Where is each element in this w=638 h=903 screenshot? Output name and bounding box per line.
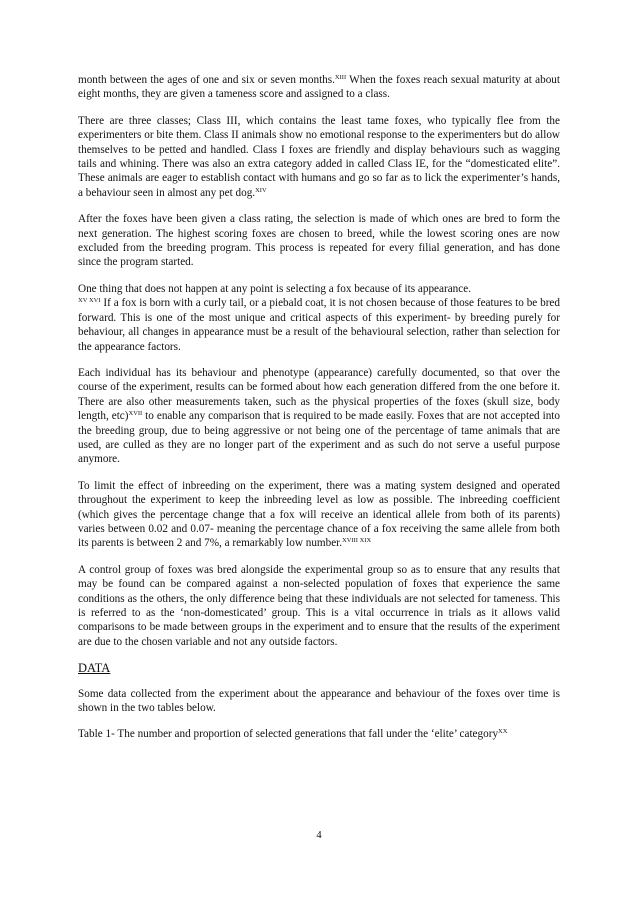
footnote-ref: XIII bbox=[334, 74, 347, 81]
footnote-ref: XVIII XIX bbox=[342, 537, 372, 545]
footnote-ref: XV XVI bbox=[78, 297, 101, 305]
section-heading-data: DATA bbox=[78, 661, 111, 676]
paragraph-control-group: A control group of foxes was bred alongside the experimental group so as to ensure that any results that may be found can be compared against a non-selected population of foxes that experience the same conditions as the others, the only difference being that these individuals are not selected for tameness. This is referred to as the ‘non-domesticated’ group. This is a vital occurrence in trials as it allows valid comparisons to be made between groups in the experiment and to ensure that the results of the experiment are due to the chosen variable and not any outside factors. bbox=[78, 563, 560, 648]
page-number: 4 bbox=[316, 830, 322, 841]
footnote-ref: XVII bbox=[128, 410, 143, 418]
paragraph-data-intro: Some data collected from the experiment about the appearance and behaviour of the foxes over time is shown in the two tables below. bbox=[78, 687, 560, 715]
page-body bbox=[78, 73, 560, 742]
paragraph-appearance: One thing that does not happen at any point is selecting a fox because of its appearance. $^{XV XVI}$ If a fox is born with a curly tail, or a piebald coat, it is not chosen because of those features to be bred forward. This is one of the most unique and critical aspects of this experiment- by breeding purely for behaviour, all changes in appearance must be a result of the behavioural selection, rather than selection for the appearance factors. bbox=[78, 282, 560, 353]
paragraph-documentation: Each individual has its behaviour and phenotype (appearance) carefully documented, so that over the course of the experiment, results can be formed about how each generation differed from the one before it. There are also other measurements taken, such as the physical properties of the foxes (skull size, body length, etc)$^{XVII}$ to enable any comparison that is required to be made easily. Foxes that are not accepted into the breeding group, due to being aggressive or not being one of the percentage of tame animals that are used, are culled as they are no longer part of the experiment and as such do not serve a useful purpose anymore. bbox=[78, 366, 561, 466]
table-caption: Table 1- The number and proportion of selected generations that fall under the ‘elite’ category$^{XX}$ bbox=[78, 728, 508, 741]
paragraph-classes: There are three classes; Class III, which contains the least tame foxes, who typically flee from the experimenters or bite them. Class II animals show no emotional response to the experimenters but do allow themselves to be petted and handled. Class I foxes are friendly and display behaviours such as wagging tails and whining. There was also an extra category added in called Class IE, for the “domesticated elite”. These animals are eager to establish contact with humans and go so far as to lick the experimenter’s hands, a behaviour seen in almost any pet dog.$^{XIV}$ bbox=[78, 114, 560, 199]
footnote-ref: XIV bbox=[255, 186, 267, 194]
paragraph-selection: After the foxes have been given a class rating, the selection is made of which ones are bred to form the next generation. The highest scoring foxes are chosen to breed, while the lowest scoring ones are now excluded from the breeding program. This process is repeated for every filial generation, and has done since the program started. bbox=[78, 213, 560, 269]
paragraph-tameness-score: month between the ages of one and six or seven months.$^{XIII}$ When the foxes reach sexual maturity at about eight months, they are given a tameness score and assigned to a class. bbox=[78, 74, 560, 101]
paragraph-inbreeding: To limit the effect of inbreeding on the experiment, there was a mating system designed and operated throughout the experiment to keep the inbreeding level as low as possible. The inbreeding coefficient (which gives the percentage change that a fox will receive an identical allele from both of its parents) varies between 0.02 and 0.07- meaning the percentage chance of a fox receiving the same allele from both its parents is between 2 and 7%, a remarkably low number.$^{XVIII XIX}$ bbox=[78, 479, 560, 550]
footnote-ref: XX bbox=[498, 728, 508, 736]
